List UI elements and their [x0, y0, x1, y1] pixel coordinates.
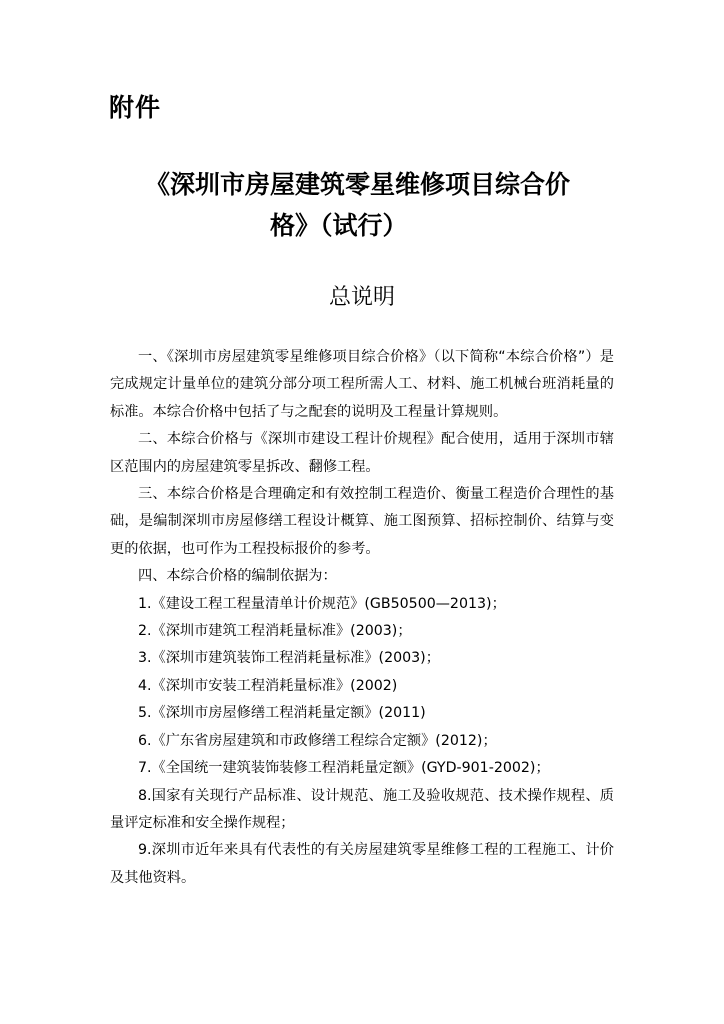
attachment-label: 附件 [109, 93, 162, 122]
basis-item-4: 4.《深圳市安装工程消耗量标准》(2002) [138, 677, 398, 694]
basis-item-7: 7.《全国统一建筑装饰装修工程消耗量定额》(GYD-901-2002)； [138, 760, 550, 777]
paragraph-1: 一、《深圳市房屋建筑零星维修项目综合价格》（以下简称“本综合价格”）是完成规定计量单位的建筑分部分项工程所需人工、材料、施工机械台班消耗量的标准。本综合价格中包括了与之配套的说明及工程量计算规则。 [110, 349, 614, 420]
paragraph-4: 四、本综合价格的编制依据为： [138, 568, 337, 585]
basis-item-1: 1.《建设工程工程量清单计价规范》(GB50500—2013)； [138, 595, 506, 612]
section-heading-text: 总说明 [328, 285, 395, 310]
basis-item-2: 2.《深圳市建筑工程消耗量标准》(2003)； [138, 623, 412, 640]
paragraph-2: 二、本综合价格与《深圳市建设工程计价规程》配合使用，适用于深圳市辖区范围内的房屋建筑零星拆改、翻修工程。 [110, 431, 614, 475]
basis-item-8: 8.国家有关现行产品标准、设计规范、施工及验收规范、技术操作规程、质量评定标准和安全操作规程； [110, 787, 614, 831]
basis-item-5: 5.《深圳市房屋修缮工程消耗量定额》(2011) [138, 705, 426, 722]
basis-item-3: 3.《深圳市建筑装饰工程消耗量标准》(2003)； [138, 650, 440, 667]
basis-item-9: 9.深圳市近年来具有代表性的有关房屋建筑零星维修工程的工程施工、计价及其他资料。 [110, 842, 614, 886]
document-body [110, 344, 614, 892]
paragraph-3: 三、本综合价格是合理确定和有效控制工程造价、衡量工程造价合理性的基础，是编制深圳市房屋修缮工程设计概算、施工图预算、招标控制价、结算与变更的依据，也可作为工程投标报价的参考。 [110, 486, 614, 557]
document-title-line-1: 《深圳市房屋建筑零星维修项目综合价 [145, 170, 571, 199]
basis-item-6: 6.《广东省房屋建筑和市政修缮工程综合定额》(2012)； [138, 732, 497, 749]
section-heading [0, 280, 724, 311]
document-title-line-2: 格》（试行） [270, 211, 408, 240]
